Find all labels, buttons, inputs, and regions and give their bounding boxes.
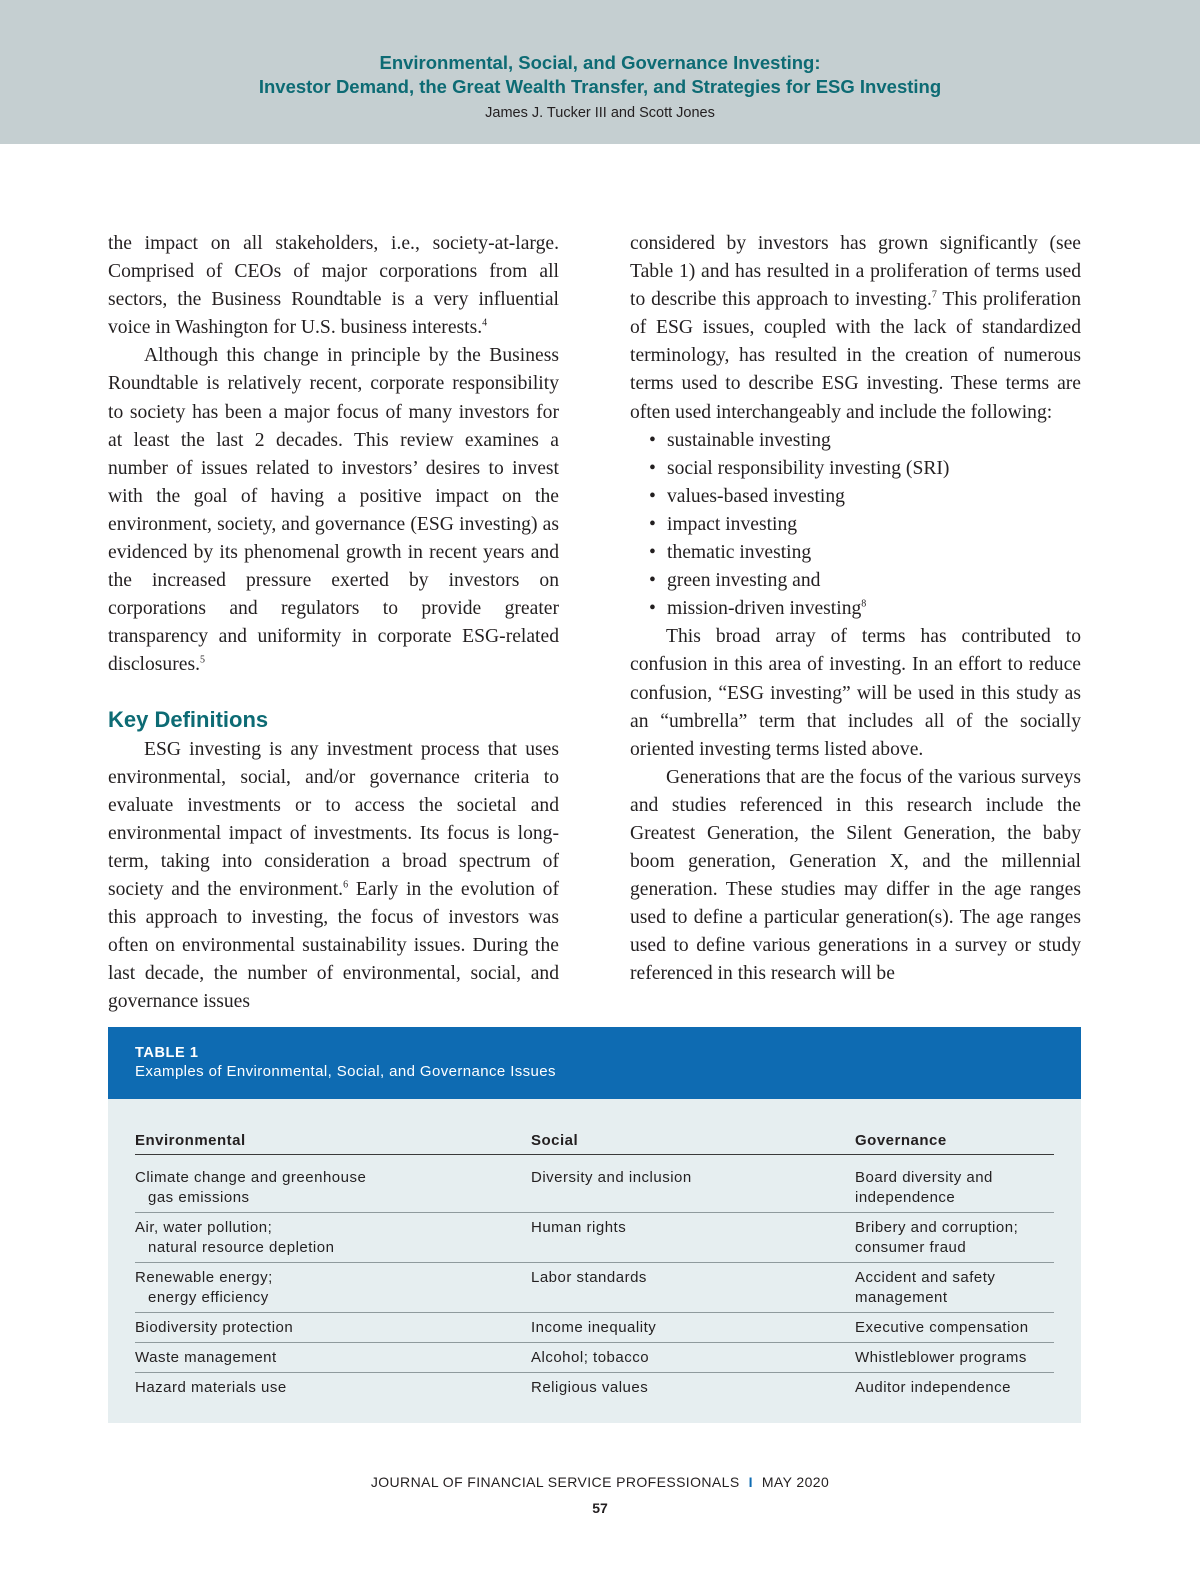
table-label: TABLE 1 <box>135 1045 199 1061</box>
table-caption: Examples of Environmental, Social, and Governance Issues <box>135 1063 556 1080</box>
cell-line: Climate change and greenhouse <box>135 1169 367 1186</box>
cell-governance <box>855 1213 1054 1263</box>
cell-environmental <box>135 1213 531 1263</box>
column-header-environmental: Environmental <box>135 1130 531 1155</box>
list-item-text: thematic investing <box>667 542 812 564</box>
cell-line: gas emissions <box>148 1189 250 1206</box>
table-row <box>135 1213 1054 1263</box>
right-column <box>630 230 1081 989</box>
paragraph-text: Although this change in principle by the Business Roundtable is relatively recent, corporate responsibility to society has been a major focus of many investors for at least the last 2 decades. This review examines a number of issues related to investors’ desires to invest with the goal of having a positive impact on the environment, society, and governance (ESG investing) as evidenced by its phenomenal growth in recent years and the increased pressure exerted by investors on corporations and regulators to provide greater transparency and uniformity in corporate ESG-related disclosures. <box>108 345 559 676</box>
paragraph <box>108 230 559 342</box>
cell-social: Labor standards <box>531 1263 855 1313</box>
page-number: 57 <box>592 1500 608 1516</box>
table-row <box>135 1313 1054 1343</box>
cell-line: Bribery and corruption; <box>855 1219 1019 1236</box>
paragraph-text: ESG investing is any investment process that uses environmental, social, and/or governance criteria to evaluate investments or to access the societal and environmental impact of investments. Its focus is long-term, taking into consideration a broad spectrum of society and the environment. <box>108 738 559 900</box>
cell-social: Religious values <box>531 1379 649 1396</box>
section-heading: Key Definitions <box>108 706 269 732</box>
bullet-icon: • <box>649 513 656 535</box>
running-footer <box>0 1474 1200 1490</box>
cell-governance: Whistleblower programs <box>855 1343 1054 1373</box>
column-header-social: Social <box>531 1130 855 1155</box>
list-item <box>630 511 1081 539</box>
paragraph-text: This proliferation of ESG issues, coupled with the lack of standardized terminology, has resulted in the creation of numerous terms used to describe ESG investing. These terms are often used interchangeably and include the following: <box>630 289 1081 423</box>
table-1 <box>108 1027 1081 1423</box>
left-column <box>108 230 559 1016</box>
list-item <box>630 595 1081 623</box>
cell-line: independence <box>855 1189 956 1206</box>
paragraph-text: the impact on all stakeholders, i.e., society-at-large. Comprised of CEOs of major corporations from all sectors, the Business Roundtable is a very influential voice in Washington for U.S. business interests. <box>108 233 559 339</box>
esg-issues-table <box>135 1130 1054 1402</box>
table-row <box>135 1263 1054 1313</box>
list-item-text: social responsibility investing (SRI) <box>667 457 950 479</box>
paragraph: This broad array of terms has contributed to confusion in this area of investing. In an effort to reduce confusion, “ESG investing” will be used in this study as an “umbrella” term that includes all of the socially oriented investing terms listed above. <box>630 626 1081 760</box>
column-header-governance: Governance <box>855 1130 1054 1155</box>
footnote-ref: 4 <box>482 317 488 329</box>
article-title-line-1: Environmental, Social, and Governance Investing: <box>379 52 821 73</box>
bullet-icon: • <box>649 570 656 592</box>
article-authors: James J. Tucker III and Scott Jones <box>485 105 715 121</box>
cell-environmental <box>135 1155 531 1213</box>
cell-environmental: Biodiversity protection <box>135 1313 531 1343</box>
bullet-icon: • <box>649 457 656 479</box>
running-header <box>0 0 1200 144</box>
table-row <box>135 1155 1054 1213</box>
footnote-ref: 8 <box>861 598 867 610</box>
table-row <box>135 1343 1054 1373</box>
cell-governance <box>855 1263 1054 1313</box>
list-item-text: values-based investing <box>667 485 845 507</box>
cell-line: management <box>855 1289 948 1306</box>
cell-governance: Executive compensation <box>855 1313 1054 1343</box>
bullet-icon: • <box>649 429 656 451</box>
footnote-ref: 6 <box>343 879 349 891</box>
cell-governance <box>855 1155 1054 1213</box>
footnote-ref: 5 <box>199 654 205 666</box>
list-item-text: mission-driven investing <box>667 598 862 620</box>
paragraph-text: considered by investors has grown significantly (see Table 1) and has resulted in a proliferation of terms used to describe this approach to investing. <box>630 233 1081 311</box>
paragraph <box>108 736 559 1017</box>
paragraph-text: Early in the evolution of this approach to investing, the focus of investors was often on environmental sustainability issues. During the last decade, the number of environmental, social, and governance issues <box>108 878 559 1013</box>
journal-name: JOURNAL OF FINANCIAL SERVICE PROFESSIONALS <box>370 1474 740 1490</box>
cell-line: energy efficiency <box>148 1289 269 1306</box>
terms-list <box>630 427 1081 624</box>
cell-social: Alcohol; tobacco <box>531 1343 855 1373</box>
paragraph <box>630 230 1081 427</box>
cell-social: Diversity and inclusion <box>531 1155 855 1213</box>
cell-line: Air, water pollution; <box>135 1219 273 1236</box>
list-item-text: impact investing <box>667 513 798 535</box>
list-item <box>630 539 1081 567</box>
cell-line: consumer fraud <box>855 1239 967 1256</box>
cell-line: Board diversity and <box>855 1169 993 1186</box>
cell-social: Income inequality <box>531 1313 855 1343</box>
cell-environmental <box>135 1263 531 1313</box>
cell-line: Renewable energy; <box>135 1269 273 1286</box>
cell-line: Accident and safety <box>855 1269 996 1286</box>
bullet-icon: • <box>649 598 656 620</box>
cell-social: Human rights <box>531 1213 855 1263</box>
list-item <box>630 427 1081 455</box>
paragraph <box>108 342 559 679</box>
table-row <box>135 1373 1054 1403</box>
article-title-line-2: Investor Demand, the Great Wealth Transfer, and Strategies for ESG Investing <box>258 76 942 97</box>
cell-environmental: Waste management <box>135 1343 531 1373</box>
cell-governance: Auditor independence <box>855 1379 1011 1396</box>
table-header-row <box>135 1130 1054 1155</box>
bullet-icon: • <box>649 542 656 564</box>
table-header-band <box>108 1027 1081 1099</box>
list-item <box>630 483 1081 511</box>
list-item-text: green investing and <box>667 570 821 592</box>
list-item <box>630 567 1081 595</box>
footer-separator: I <box>748 1474 753 1490</box>
list-item <box>630 455 1081 483</box>
issue-date: MAY 2020 <box>761 1474 830 1490</box>
cell-environmental: Hazard materials use <box>135 1379 287 1396</box>
list-item-text: sustainable investing <box>667 429 831 451</box>
cell-line: natural resource depletion <box>148 1239 335 1256</box>
footnote-ref: 7 <box>931 289 937 301</box>
paragraph: Generations that are the focus of the various surveys and studies referenced in this research include the Greatest Generation, the Silent Generation, the baby boom generation, Generation X, and the millennial generation. These studies may differ in the age ranges used to define a particular generation(s). The age ranges used to define various generations in a survey or study referenced in this research will be <box>630 766 1081 985</box>
bullet-icon: • <box>649 485 656 507</box>
